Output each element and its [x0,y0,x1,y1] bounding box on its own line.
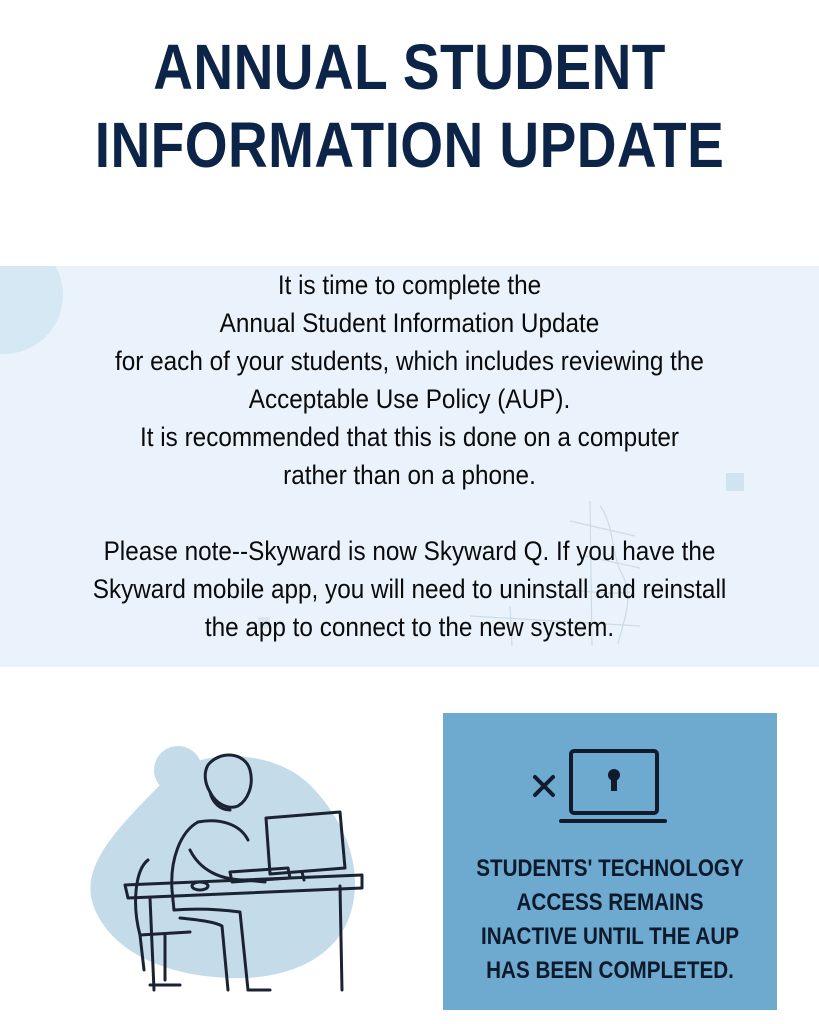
info-line-4: Acceptable Use Policy (AUP). [248,384,571,414]
info-line-5: It is recommended that this is done on a computer [140,422,679,452]
title-line-1: ANNUAL STUDENT [153,31,666,103]
info-line-6: rather than on a phone. [283,460,536,490]
info-line-7: Please note--Skyward is now Skyward Q. If you have the [103,536,716,566]
aup-notice-text [443,852,777,988]
info-line-9: the app to connect to the new system. [204,612,615,642]
aup-line-1: STUDENTS' TECHNOLOGY [476,855,744,882]
title-line-2: INFORMATION UPDATE [94,109,725,181]
locked-laptop-icon [525,745,675,829]
info-message [0,266,819,646]
aup-line-4: HAS BEEN COMPLETED. [486,957,734,984]
info-line-1: It is time to complete the [277,270,542,300]
info-line-2: Annual Student Information Update [219,308,600,338]
info-line-3: for each of your students, which includes reviewing the [115,346,704,376]
paragraph-gap [0,494,819,532]
aup-line-2: ACCESS REMAINS [516,889,704,916]
person-at-computer-icon [70,740,400,1000]
aup-line-3: INACTIVE UNTIL THE AUP [480,923,739,950]
page-title [57,28,761,184]
info-line-8: Skyward mobile app, you will need to uninstall and reinstall [92,574,727,604]
